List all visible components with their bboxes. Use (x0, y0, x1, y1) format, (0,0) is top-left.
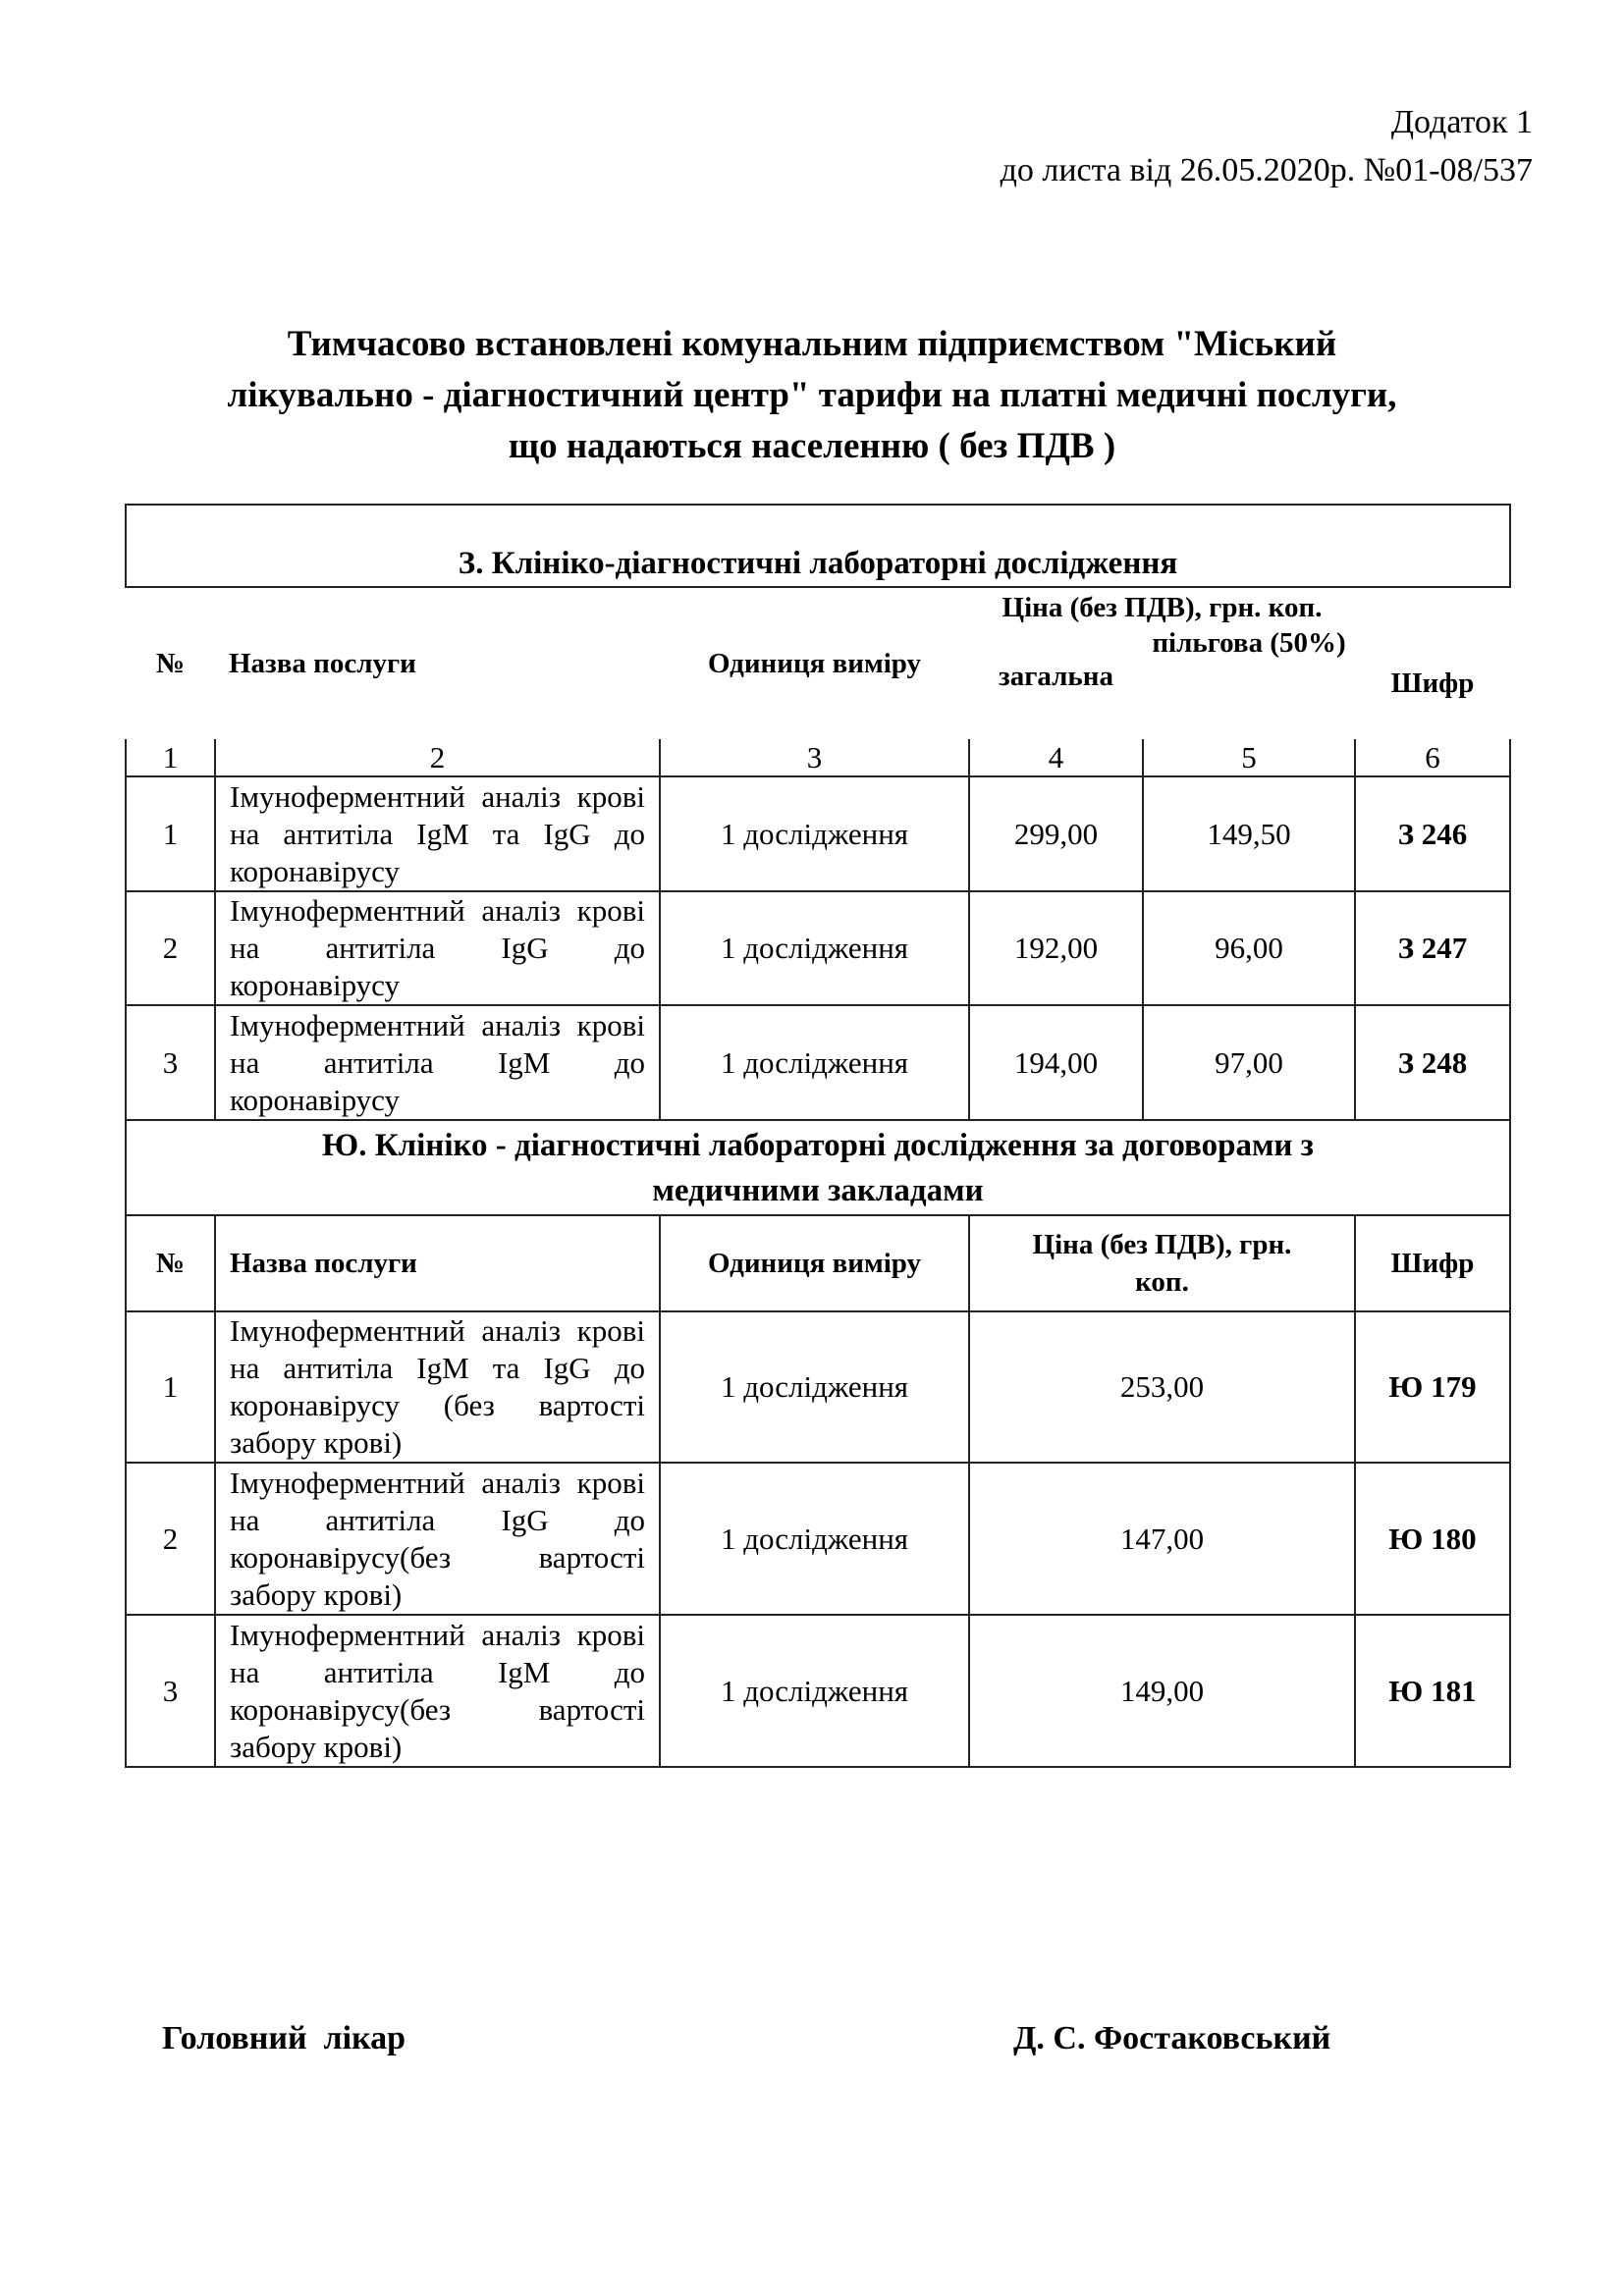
service-name: Імуноферментний аналіз крові на антитіла IgM до коронавірусу (215, 1005, 660, 1120)
column-number: 6 (1355, 739, 1510, 776)
service-code: З 247 (1355, 891, 1510, 1005)
service-code: Ю 181 (1355, 1615, 1510, 1767)
header-price-discount: пільгова (50%) (1152, 627, 1346, 659)
price-discount: 97,00 (1143, 1005, 1355, 1120)
title-line-1: Тимчасово встановлені комунальним підприємством "Міський (287, 324, 1337, 364)
price-discount: 96,00 (1143, 891, 1355, 1005)
header-unit: Одиниця виміру (707, 648, 922, 679)
table-row (126, 1463, 1510, 1615)
price-discount: 149,50 (1143, 776, 1355, 891)
service-code: Ю 179 (1355, 1311, 1510, 1463)
table-row (126, 1615, 1510, 1767)
section-yu-heading-row (126, 1120, 1510, 1215)
row-number: 3 (126, 1615, 215, 1767)
unit: 1 дослідження (660, 1463, 969, 1615)
header-price: Ціна (без ПДВ), грн. коп. (969, 1215, 1355, 1311)
column-number: 5 (1143, 739, 1355, 776)
header-price-group (969, 587, 1355, 739)
header-code: Шифр (1355, 1215, 1510, 1311)
title-line-3: що надаються населенню ( без ПДВ ) (508, 426, 1116, 466)
row-number: 2 (126, 891, 215, 1005)
unit: 1 дослідження (660, 1005, 969, 1120)
signature-position: Головний лікар (162, 2020, 406, 2056)
tariff-table-section-3 (125, 504, 1511, 1121)
price: 253,00 (969, 1311, 1355, 1463)
unit: 1 дослідження (660, 891, 969, 1005)
unit: 1 дослідження (660, 1311, 969, 1463)
row-number: 1 (126, 776, 215, 891)
price: 149,00 (969, 1615, 1355, 1767)
header-name: Назва послуги (229, 648, 416, 679)
column-number: 4 (969, 739, 1143, 776)
annex-letter-ref: до листа від 26.05.2020р. №01-08/537 (1000, 152, 1533, 188)
title-line-2: лікувально - діагностичний центр" тарифи на платні медичні послуги, (227, 375, 1397, 415)
section-3-heading-row (126, 505, 1510, 587)
tariff-table-section-yu (125, 1119, 1511, 1768)
header-unit: Одиниця виміру (660, 1215, 969, 1311)
header-price-group-label: Ціна (без ПДВ), грн. коп. (1001, 592, 1323, 623)
signature-name: Д. С. Фостаковський (1013, 2020, 1331, 2056)
header-row (126, 1215, 1510, 1311)
service-name: Імуноферментний аналіз крові на антитіла IgG до коронавірусу (215, 891, 660, 1005)
column-number: 2 (215, 739, 660, 776)
table-row (126, 891, 1510, 1005)
header-code: Шифр (1390, 667, 1475, 699)
price-total: 192,00 (969, 891, 1143, 1005)
row-number: 1 (126, 1311, 215, 1463)
column-number: 1 (126, 739, 215, 776)
header-row (126, 587, 1510, 739)
price: 147,00 (969, 1463, 1355, 1615)
row-number: 3 (126, 1005, 215, 1120)
table-row (126, 1311, 1510, 1463)
service-name: Імуноферментний аналіз крові на антитіла IgM та IgG до коронавірусу (без вартості забору крові) (215, 1311, 660, 1463)
document-title (98, 319, 1526, 472)
unit: 1 дослідження (660, 1615, 969, 1767)
section-yu-heading: Ю. Клініко - діагностичні лабораторні дослідження за договорами з медичними закладами (126, 1120, 1510, 1215)
service-code: З 248 (1355, 1005, 1510, 1120)
price-total: 194,00 (969, 1005, 1143, 1120)
unit: 1 дослідження (660, 776, 969, 891)
section-3-heading: З. Клініко-діагностичні лабораторні дослідження (126, 505, 1510, 587)
table-row (126, 776, 1510, 891)
service-code: З 246 (1355, 776, 1510, 891)
service-code: Ю 180 (1355, 1463, 1510, 1615)
service-name: Імуноферментний аналіз крові на антитіла IgM до коронавірусу(без вартості забору крові) (215, 1615, 660, 1767)
header-name: Назва послуги (215, 1215, 660, 1311)
header-num: № (155, 648, 186, 679)
price-total: 299,00 (969, 776, 1143, 891)
row-number: 2 (126, 1463, 215, 1615)
annex-number: Додаток 1 (1390, 104, 1533, 140)
table-row (126, 1005, 1510, 1120)
column-number: 3 (660, 739, 969, 776)
column-number-row (126, 739, 1510, 776)
service-name: Імуноферментний аналіз крові на антитіла IgM та IgG до коронавірусу (215, 776, 660, 891)
annex-reference (1001, 98, 1533, 194)
header-num: № (126, 1215, 215, 1311)
header-price-total: загальна (999, 661, 1113, 692)
service-name: Імуноферментний аналіз крові на антитіла IgG до коронавірусу(без вартості забору крові) (215, 1463, 660, 1615)
